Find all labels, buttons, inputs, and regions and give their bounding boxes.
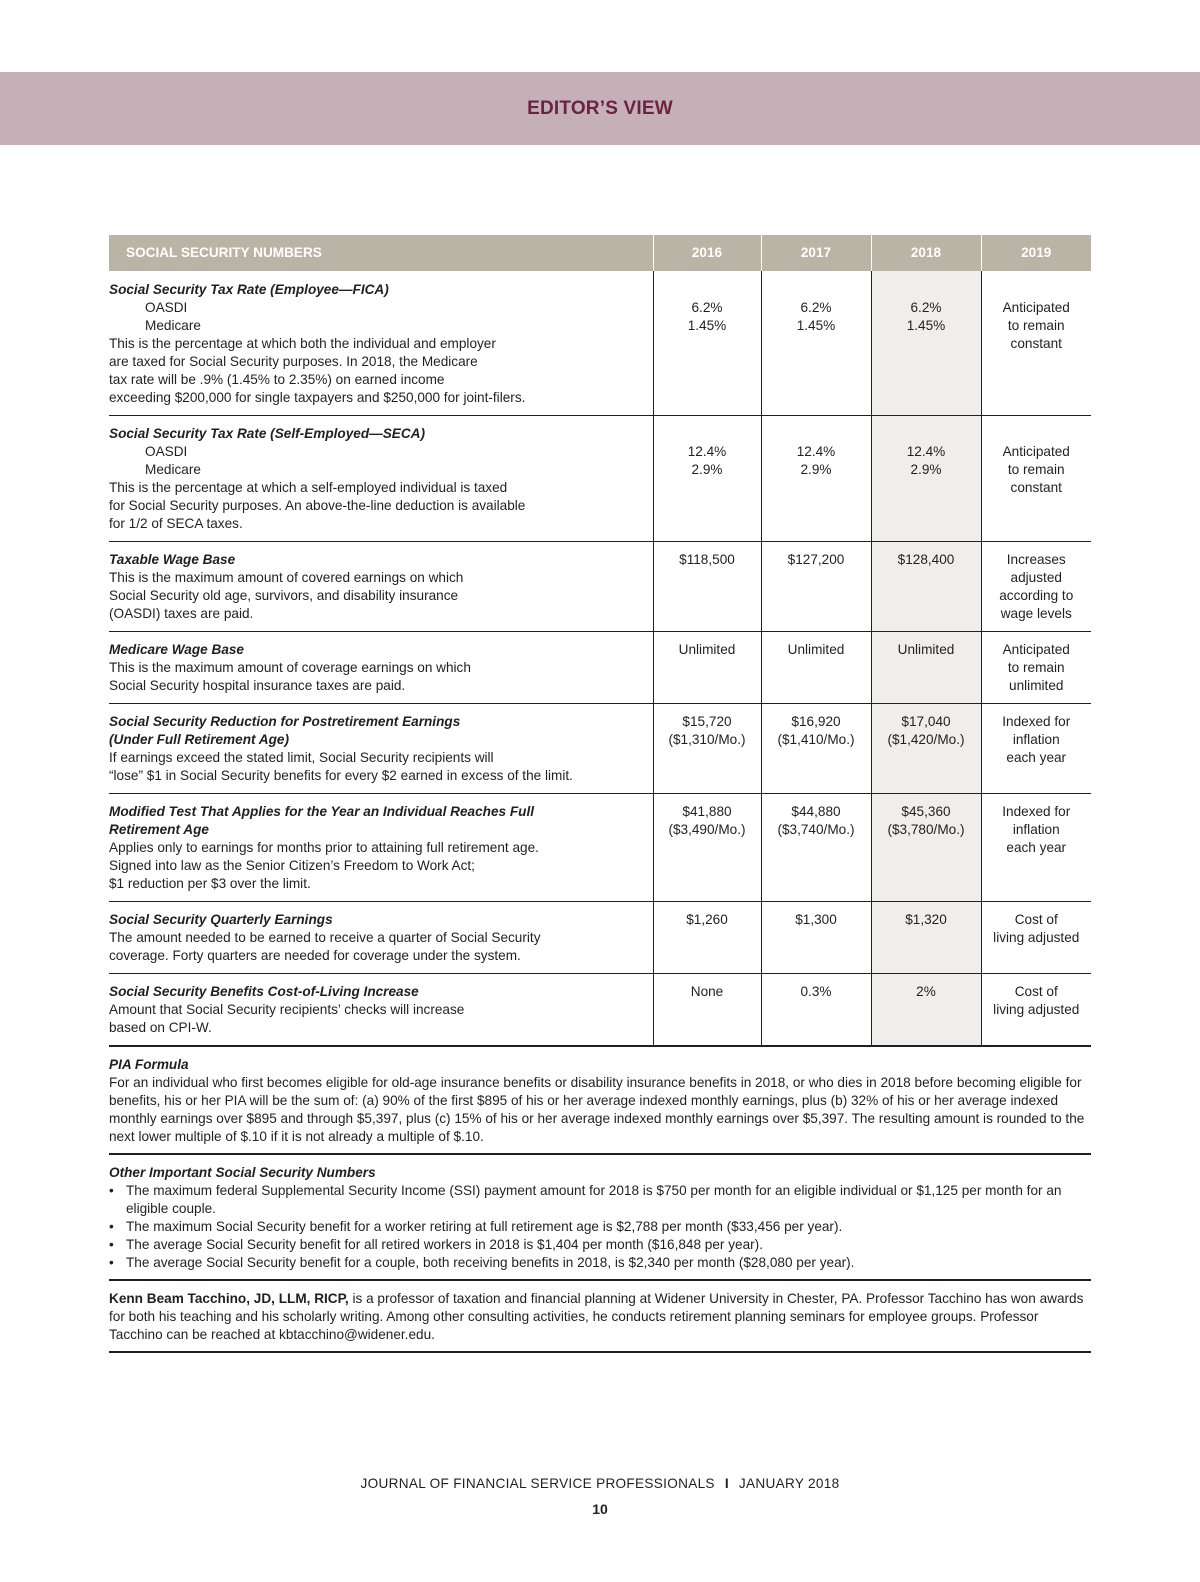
cell-2019 (981, 542, 1091, 632)
row-title: Social Security Tax Rate (Employee—FICA) (109, 282, 389, 297)
cell-value: Unlimited (897, 642, 955, 657)
cell-value: 1.45% (796, 318, 836, 333)
description-line: This is the maximum amount of covered earnings on which (109, 570, 464, 585)
row-label: OASDI (145, 300, 188, 315)
page-footer (0, 1476, 1200, 1491)
column-header-2019: 2019 (981, 235, 1091, 271)
row-label: Medicare (145, 462, 201, 477)
cell-value: adjusted (1010, 570, 1062, 585)
cell-value: $127,200 (787, 552, 845, 567)
row-description (109, 542, 653, 632)
cell-value: 1.45% (906, 318, 946, 333)
description-line: Amount that Social Security recipients’ checks will increase (109, 1002, 465, 1017)
description-line: based on CPI-W. (109, 1020, 212, 1035)
row-title: Social Security Reduction for Postretirement Earnings (109, 714, 461, 729)
cell-value: Cost of (1014, 984, 1058, 999)
cell-value: 2.9% (691, 462, 723, 477)
table-header-row (109, 235, 1091, 271)
section-divider (109, 1279, 1091, 1281)
cell-2016 (653, 974, 761, 1047)
cell-value: Anticipated (1002, 642, 1070, 657)
cell-value: $1,300 (795, 912, 837, 927)
cell-value: inflation (1012, 732, 1060, 747)
cell-2017 (761, 416, 871, 542)
row-description (109, 632, 653, 704)
cell-value: 2% (916, 984, 936, 999)
cell-value: $128,400 (897, 552, 955, 567)
cell-2018 (871, 271, 981, 416)
description-line: exceeding $200,000 for single taxpayers and $250,000 for joint-filers. (109, 390, 526, 405)
row-title: Social Security Quarterly Earnings (109, 912, 333, 927)
cell-2018 (871, 632, 981, 704)
cell-value: ($3,740/Mo.) (777, 822, 855, 837)
row-title: Taxable Wage Base (109, 552, 236, 567)
list-item: • The average Social Security benefit for a couple, both receiving benefits in 2018, is $2,340 per month ($28,080 per year). (109, 1254, 1091, 1272)
cell-value: to remain (1007, 462, 1065, 477)
row-description (109, 902, 653, 974)
cell-2018 (871, 416, 981, 542)
cell-2017 (761, 271, 871, 416)
cell-2017 (761, 974, 871, 1047)
cell-value: 12.4% (687, 444, 727, 459)
cell-value: $16,920 (791, 714, 841, 729)
pia-formula-section (109, 1056, 1091, 1146)
cell-value: ($3,490/Mo.) (668, 822, 746, 837)
author-bio (109, 1290, 1091, 1344)
table-row (109, 632, 1091, 704)
cell-value: $1,260 (686, 912, 728, 927)
column-header-2017: 2017 (761, 235, 871, 271)
cell-value: Indexed for (1002, 804, 1071, 819)
cell-value: Unlimited (787, 642, 845, 657)
cell-value: 6.2% (910, 300, 942, 315)
cell-2017 (761, 902, 871, 974)
pia-title: PIA Formula (109, 1057, 189, 1072)
cell-value: living adjusted (993, 930, 1080, 945)
cell-2017 (761, 794, 871, 902)
description-line: “lose” $1 in Social Security benefits for every $2 earned in excess of the limit. (109, 768, 573, 783)
cell-value: Indexed for (1002, 714, 1071, 729)
list-item: • The maximum Social Security benefit for a worker retiring at full retirement age is $2,788 per month ($33,456 per year). (109, 1218, 1091, 1236)
section-divider (109, 1351, 1091, 1353)
cell-value: None (690, 984, 724, 999)
row-description (109, 704, 653, 794)
cell-value: 6.2% (691, 300, 723, 315)
cell-value: ($1,420/Mo.) (887, 732, 965, 747)
cell-value: 2.9% (910, 462, 942, 477)
cell-value: $44,880 (791, 804, 841, 819)
row-description (109, 416, 653, 542)
issue-date: JANUARY 2018 (738, 1476, 840, 1491)
section-divider (109, 1153, 1091, 1155)
cell-value: 12.4% (906, 444, 946, 459)
cell-value: Anticipated (1002, 444, 1070, 459)
description-line: are taxed for Social Security purposes. In 2018, the Medicare (109, 354, 478, 369)
cell-value: inflation (1012, 822, 1060, 837)
table-row (109, 974, 1091, 1047)
table-row (109, 902, 1091, 974)
row-description (109, 794, 653, 902)
cell-value: $45,360 (901, 804, 951, 819)
cell-value: 0.3% (800, 984, 832, 999)
other-numbers-title: Other Important Social Security Numbers (109, 1165, 376, 1180)
banner-title: EDITOR’S VIEW (527, 97, 673, 119)
row-title: Social Security Benefits Cost-of-Living Increase (109, 984, 419, 999)
description-line: (OASDI) taxes are paid. (109, 606, 254, 621)
cell-value: 12.4% (796, 444, 836, 459)
cell-value: $1,320 (905, 912, 947, 927)
other-numbers-section (109, 1164, 1091, 1272)
cell-value: ($1,410/Mo.) (777, 732, 855, 747)
list-item: • The maximum federal Supplemental Security Income (SSI) payment amount for 2018 is $750 per month for an eligible individual or $1,125 per month for an eligible couple. (109, 1182, 1091, 1218)
author-bio-text: is a professor of taxation and financial planning at Widener University in Chester, PA. Professor Tacchino has won awards for both his teaching and his scholarly writing. Among other consulting activities, he conducts retirement planning seminars for employee groups. Professor Tacchino can be reached at kbtacchino@widener.edu. (109, 1291, 1084, 1342)
description-line: $1 reduction per $3 over the limit. (109, 876, 311, 891)
row-title: Retirement Age (109, 822, 209, 837)
cell-2019 (981, 794, 1091, 902)
cell-value: constant (1010, 336, 1062, 351)
footer-separator: I (724, 1476, 729, 1491)
table-row (109, 271, 1091, 416)
table-row (109, 704, 1091, 794)
cell-value: to remain (1007, 318, 1065, 333)
cell-value: 1.45% (687, 318, 727, 333)
description-line: Social Security old age, survivors, and disability insurance (109, 588, 459, 603)
cell-value: to remain (1007, 660, 1065, 675)
cell-2017 (761, 542, 871, 632)
editors-view-banner (0, 72, 1200, 145)
cell-2016 (653, 632, 761, 704)
social-security-table (109, 235, 1091, 1047)
cell-value: wage levels (1000, 606, 1072, 621)
description-line: The amount needed to be earned to receive a quarter of Social Security (109, 930, 541, 945)
description-line: This is the maximum amount of coverage earnings on which (109, 660, 471, 675)
other-numbers-list (109, 1182, 1091, 1272)
description-line: Social Security hospital insurance taxes are paid. (109, 678, 406, 693)
column-header-title: SOCIAL SECURITY NUMBERS (109, 235, 653, 271)
row-title: Medicare Wage Base (109, 642, 244, 657)
row-title: Social Security Tax Rate (Self-Employed—SECA) (109, 426, 426, 441)
cell-2016 (653, 794, 761, 902)
description-line: This is the percentage at which both the individual and employer (109, 336, 496, 351)
journal-name: JOURNAL OF FINANCIAL SERVICE PROFESSIONALS (360, 1476, 715, 1491)
cell-value: Cost of (1014, 912, 1058, 927)
cell-value: unlimited (1009, 678, 1064, 693)
pia-text: For an individual who first becomes eligible for old-age insurance benefits or disability insurance benefits in 2018, or who dies in 2018 before becoming eligible for benefits, his or her PIA will be the sum of: (a) 90% of the first $895 of his or her average indexed monthly earnings, plus (b) 32% of his or her average indexed monthly earnings over $895 and through $5,397, plus (c) 15% of his or her average indexed monthly earnings over $5,397. The resulting amount is rounded to the next lower multiple of $.10 if it is not already a multiple of $.10. (109, 1075, 1085, 1144)
description-line: This is the percentage at which a self-employed individual is taxed (109, 480, 508, 495)
row-title: (Under Full Retirement Age) (109, 732, 290, 747)
description-line: Applies only to earnings for months prior to attaining full retirement age. (109, 840, 539, 855)
cell-value: according to (999, 588, 1074, 603)
cell-2016 (653, 271, 761, 416)
cell-2019 (981, 416, 1091, 542)
cell-value: ($1,310/Mo.) (668, 732, 746, 747)
cell-2016 (653, 902, 761, 974)
cell-value: living adjusted (993, 1002, 1080, 1017)
cell-value: 6.2% (800, 300, 832, 315)
cell-value: ($3,780/Mo.) (887, 822, 965, 837)
cell-2016 (653, 704, 761, 794)
cell-value: Increases (1006, 552, 1066, 567)
list-item: • The average Social Security benefit for all retired workers in 2018 is $1,404 per month ($16,848 per year). (109, 1236, 1091, 1254)
description-line: coverage. Forty quarters are needed for coverage under the system. (109, 948, 521, 963)
column-header-2018: 2018 (871, 235, 981, 271)
table-row (109, 416, 1091, 542)
cell-2019 (981, 632, 1091, 704)
cell-2018 (871, 902, 981, 974)
description-line: tax rate will be .9% (1.45% to 2.35%) on earned income (109, 372, 445, 387)
cell-value: each year (1006, 750, 1067, 765)
cell-value: $17,040 (901, 714, 951, 729)
cell-2016 (653, 416, 761, 542)
cell-value: Unlimited (678, 642, 736, 657)
cell-2018 (871, 974, 981, 1047)
row-description (109, 271, 653, 416)
row-title: Modified Test That Applies for the Year an Individual Reaches Full (109, 804, 535, 819)
cell-2018 (871, 794, 981, 902)
cell-2016 (653, 542, 761, 632)
description-line: for 1/2 of SECA taxes. (109, 516, 243, 531)
cell-2018 (871, 542, 981, 632)
cell-2017 (761, 704, 871, 794)
author-name: Kenn Beam Tacchino, JD, LLM, RICP, (109, 1291, 349, 1306)
cell-value: each year (1006, 840, 1067, 855)
cell-2019 (981, 974, 1091, 1047)
row-label: OASDI (145, 444, 188, 459)
description-line: If earnings exceed the stated limit, Social Security recipients will (109, 750, 494, 765)
cell-2018 (871, 704, 981, 794)
column-header-2016: 2016 (653, 235, 761, 271)
cell-value: $118,500 (679, 552, 735, 567)
table-row (109, 794, 1091, 902)
cell-value: $15,720 (682, 714, 732, 729)
description-line: Signed into law as the Senior Citizen’s Freedom to Work Act; (109, 858, 475, 873)
cell-2017 (761, 632, 871, 704)
row-label: Medicare (145, 318, 201, 333)
row-description (109, 974, 653, 1047)
cell-2019 (981, 271, 1091, 416)
description-line: for Social Security purposes. An above-the-line deduction is available (109, 498, 526, 513)
cell-value: constant (1010, 480, 1062, 495)
cell-value: 2.9% (800, 462, 832, 477)
cell-value: $41,880 (682, 804, 732, 819)
cell-2019 (981, 704, 1091, 794)
table-row (109, 542, 1091, 632)
cell-value: Anticipated (1002, 300, 1070, 315)
cell-2019 (981, 902, 1091, 974)
page-number: 10 (592, 1501, 608, 1517)
